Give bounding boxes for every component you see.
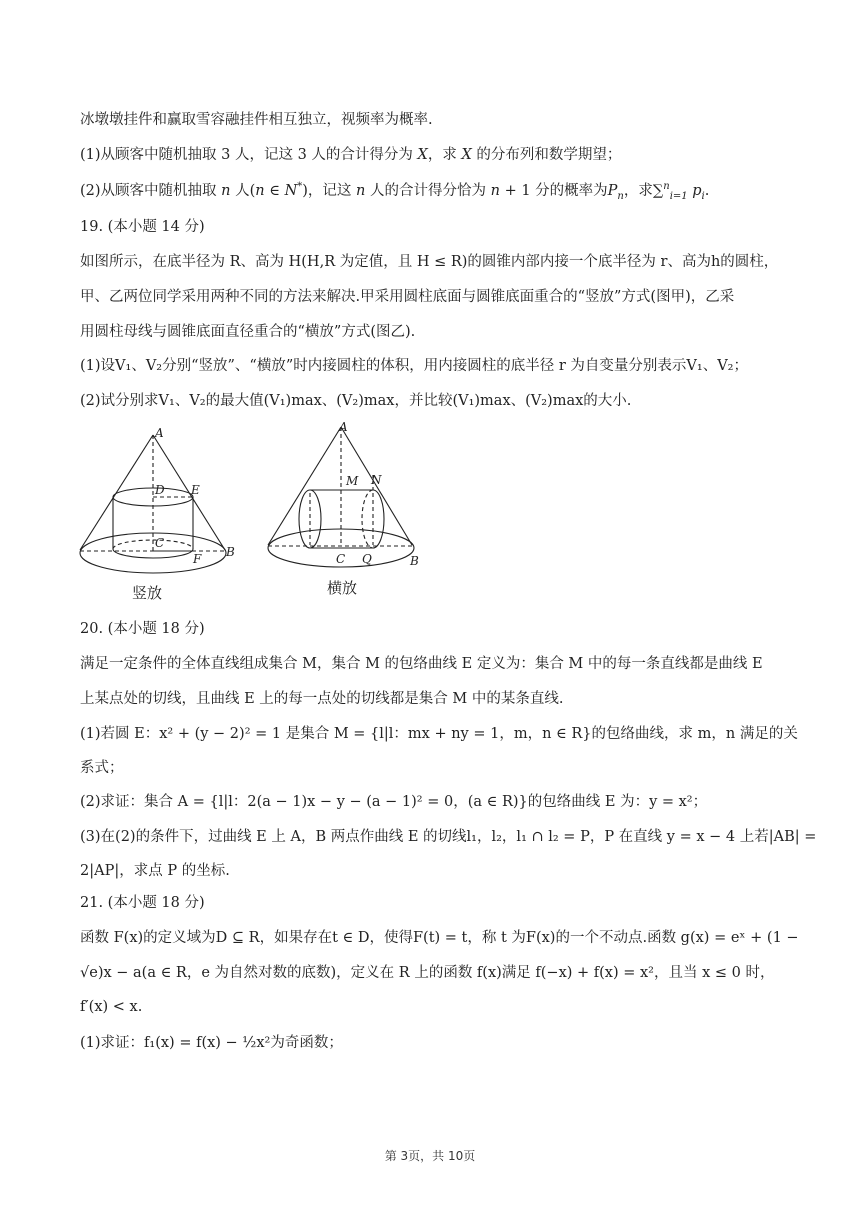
var-x: X (461, 147, 472, 163)
q20-line1: 满足一定条件的全体直线组成集合 M，集合 M 的包络曲线 E 定义为：集合 M 中的每一条直线都是曲线 E (80, 656, 763, 672)
label-f: F (193, 552, 202, 566)
q19-line3: 用圆柱母线与圆锥底面直径重合的“横放”方式(图乙). (80, 324, 416, 340)
q18-part1-c: 的分布列和数学期望； (471, 147, 622, 163)
var-x: X (417, 147, 428, 163)
q19-header: 19. (本小题 14 分) (80, 219, 205, 235)
label-a: A (339, 420, 348, 434)
label-m: M (346, 474, 359, 488)
period: . (704, 183, 710, 199)
q20-line3: (1)若圆 E：x² + (y − 2)² = 1 是集合 M = {l|l：mx + ny = 1，m，n ∈ R}的包络曲线，求 m，n 满足的关 (80, 726, 798, 742)
label-n: N (371, 473, 382, 487)
q20-line7: 2|AP|，求点 P 的坐标. (80, 863, 230, 879)
q20-line5: (2)求证：集合 A = {l|l：2(a − 1)x − y − (a − 1)² = 0，(a ∈ R)}的包络曲线 E 为：y = x²； (80, 794, 708, 810)
label-q: Q (362, 552, 372, 566)
q21-header: 21. (本小题 18 分) (80, 895, 205, 911)
q18-part1 (80, 145, 785, 165)
q18-part2-e: 分的概率为 (530, 183, 608, 199)
label-d: D (155, 483, 165, 497)
q18-part1-a: (1)从顾客中随机抽取 3 人，记这 3 人的合计得分为 (80, 147, 418, 163)
var-n: n (221, 183, 231, 199)
n-plus-1: n + 1 (490, 183, 531, 199)
q18-part2-f: ，求 (623, 183, 653, 199)
q20-header: 20. (本小题 18 分) (80, 621, 205, 637)
q21-line4: (1)求证：f₁(x) = f(x) − ½x²为奇函数； (80, 1035, 343, 1051)
figure-horizontal-caption: 横放 (327, 579, 358, 597)
var-pn: $P_n$ (607, 183, 624, 202)
page-footer: 第 3页，共 10页 (384, 1149, 476, 1163)
q19-line1: 如图所示，在底半径为 R、高为 H(H,R 为定值，且 H ≤ R)的圆锥内部内接一个底半径为 r、高为h的圆柱， (80, 254, 779, 270)
label-a: A (155, 426, 164, 440)
sum-expression: ∑$^n_{i=1}$ $p_i$ (652, 181, 705, 202)
label-c: C (336, 552, 346, 566)
q21-line2: √e)x − a(a ∈ R，e 为自然对数的底数)，定义在 R 上的函数 f(x)满足 f(−x) + f(x) = x²，且当 x ≤ 0 时， (80, 965, 775, 981)
q18-part2 (80, 181, 785, 201)
q21-line1: 函数 F(x)的定义域为D ⊆ R，如果存在t ∈ D，使得F(t) = t，称 t 为F(x)的一个不动点.函数 g(x) = eˣ + (1 − (80, 930, 799, 946)
label-e: E (191, 483, 200, 497)
q20-line6: (3)在(2)的条件下，过曲线 E 上 A，B 两点作曲线 E 的切线l₁，l₂，l₁ ∩ l₂ = P，P 在直线 y = x − 4 上若|AB| = (80, 829, 817, 845)
q21-line3: f′(x) < x. (80, 999, 143, 1015)
q19-line2: 甲、乙两位同学采用两种不同的方法来解决.甲采用圆柱底面与圆锥底面重合的“竖放”方式(图甲)，乙采 (80, 289, 735, 305)
q20-line2: 上某点处的切线，且曲线 E 上的每一点处的切线都是集合 M 中的某条直线. (80, 691, 564, 707)
label-c: C (155, 536, 165, 550)
q19-line4: (1)设V₁、V₂分别“竖放”、“横放”时内接圆柱的体积，用内接圆柱的底半径 r 为自变量分别表示V₁、V₂； (80, 358, 748, 374)
q19-line5: (2)试分别求V₁、V₂的最大值(V₁)max、(V₂)max，并比较(V₁)max、(V₂)max的大小. (80, 393, 632, 409)
q20-line4: 系式； (80, 760, 124, 776)
label-b: B (410, 554, 419, 568)
q18-part2-d: 人的合计得分恰为 (365, 183, 491, 199)
q18-part1-b: ，求 (427, 147, 462, 163)
q18-part2-a: (2)从顾客中随机抽取 (80, 183, 222, 199)
n-in-nstar: n ∈ N* (255, 181, 303, 199)
figure-vertical-caption: 竖放 (132, 584, 163, 602)
q18-part2-b: 人( (230, 183, 256, 199)
label-b: B (226, 545, 235, 559)
q18-part2-c: )，记这 (302, 183, 357, 199)
var-n: n (356, 183, 366, 199)
q18-intro: 冰墩墩挂件和赢取雪容融挂件相互独立，视频率为概率. (80, 112, 433, 128)
